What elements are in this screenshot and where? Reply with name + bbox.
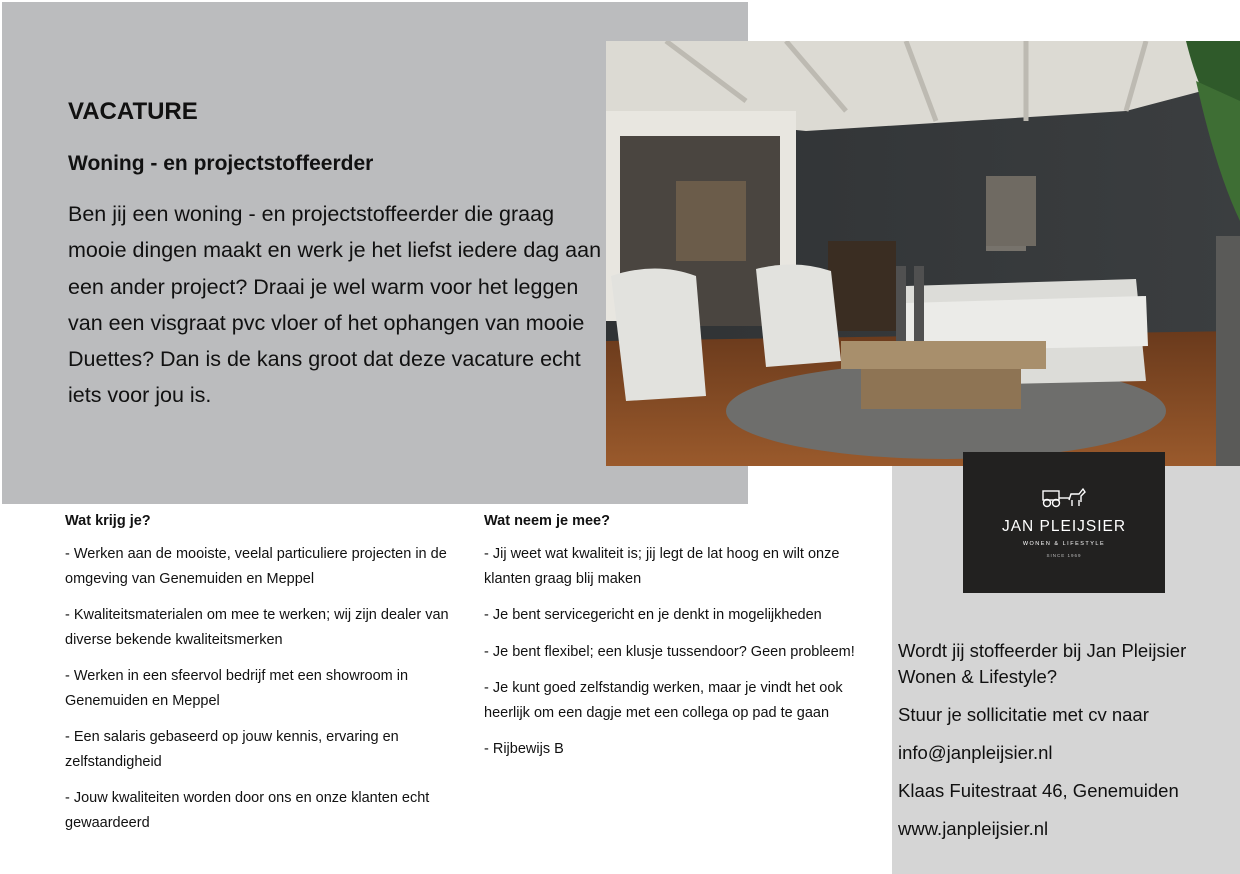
page-title: VACATURE <box>68 98 198 125</box>
list-item: - Werken aan de mooiste, veelal particuliere projecten in de omgeving van Genemuiden en Meppel <box>65 546 447 587</box>
job-title: Woning - en projectstoffeerder <box>68 152 374 175</box>
list-item: - Jouw kwaliteiten worden door ons en onze klanten echt gewaardeerd <box>65 790 430 831</box>
living-room-photo <box>606 41 1240 466</box>
offer-heading: Wat krijg je? <box>65 513 151 529</box>
requirements-section <box>484 509 884 774</box>
list-item: - Je bent flexibel; een klusje tussendoor? Geen probleem! <box>484 643 855 660</box>
list-item: - Jij weet wat kwaliteit is; jij legt de lat hoog en wilt onze klanten graag blij maken <box>484 546 840 587</box>
contact-website: www.janpleijsier.nl <box>898 818 1049 839</box>
contact-address: Klaas Fuitestraat 46, Genemuiden <box>898 780 1179 801</box>
logo-since: SINCE 1969 <box>1046 553 1082 558</box>
list-item: - Kwaliteitsmaterialen om mee te werken; wij zijn dealer van diverse bekende kwaliteitsmerken <box>65 607 449 648</box>
logo-brand-name: JAN PLEIJSIER <box>1001 518 1127 535</box>
list-item: - Rijbewijs B <box>484 741 564 757</box>
horse-carriage-icon <box>1041 486 1089 508</box>
intro-text: Ben jij een woning - en projectstoffeerder die graag mooie dingen maakt en werk je het liefst iedere dag aan een ander project? Draai je wel warm voor het leggen van een visgraat pvc vloer of het ophangen van mooie Duettes? Dan is de kans groot dat deze vacature echt iets voor jou is. <box>68 202 602 408</box>
company-logo <box>963 452 1165 593</box>
logo-tagline: WONEN & LIFESTYLE <box>1022 541 1106 547</box>
contact-section <box>898 638 1236 854</box>
offer-section <box>65 509 455 847</box>
contact-email: info@janpleijsier.nl <box>898 742 1053 763</box>
requirements-heading: Wat neem je mee? <box>484 513 610 529</box>
offer-list <box>65 542 455 835</box>
contact-instruction: Stuur je sollicitatie met cv naar <box>898 704 1149 725</box>
requirements-list <box>484 542 884 762</box>
list-item: - Werken in een sfeervol bedrijf met een showroom in Genemuiden en Meppel <box>65 668 409 709</box>
list-item: - Je kunt goed zelfstandig werken, maar je vindt het ook heerlijk om een dagje met een collega op pad te gaan <box>484 680 843 721</box>
list-item: - Je bent servicegericht en je denkt in mogelijkheden <box>484 607 822 623</box>
list-item: - Een salaris gebaseerd op jouw kennis, ervaring en zelfstandigheid <box>65 729 399 770</box>
contact-question: Wordt jij stoffeerder bij Jan Pleijsier Wonen & Lifestyle? <box>898 640 1187 687</box>
